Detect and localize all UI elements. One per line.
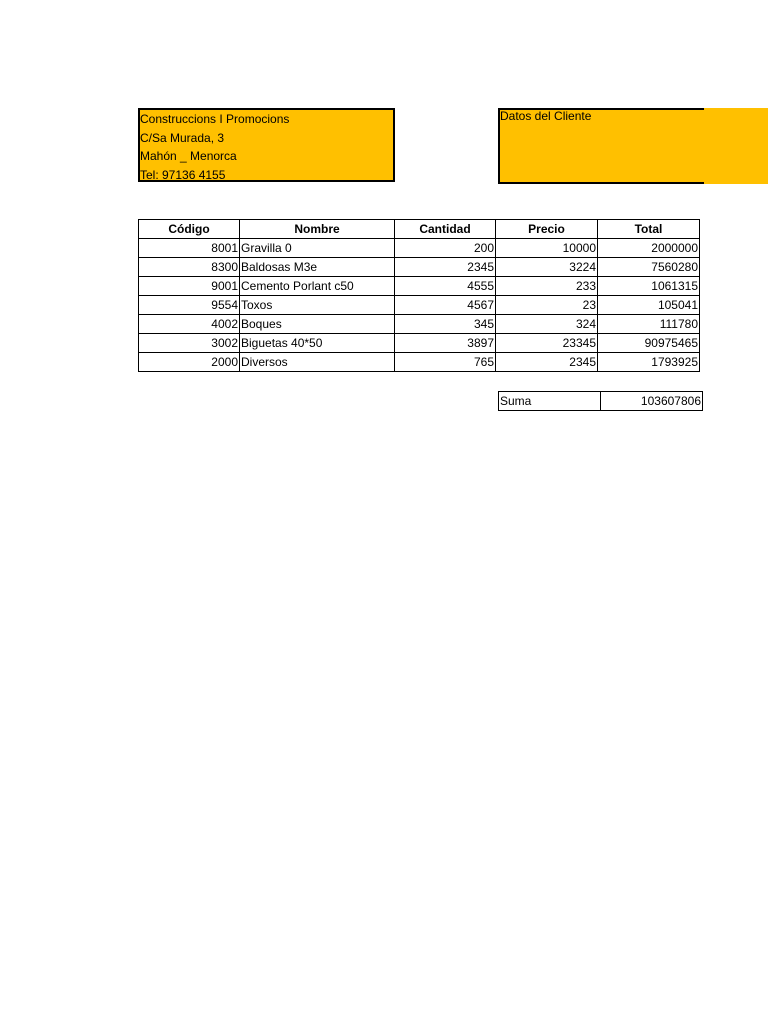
header-codigo: Código bbox=[139, 220, 240, 239]
cell-nombre: Diversos bbox=[240, 353, 395, 372]
cell-codigo: 9554 bbox=[139, 296, 240, 315]
cell-codigo: 8300 bbox=[139, 258, 240, 277]
cell-total: 105041 bbox=[598, 296, 700, 315]
cell-codigo: 8001 bbox=[139, 239, 240, 258]
header-cantidad: Cantidad bbox=[395, 220, 496, 239]
cell-precio: 23345 bbox=[496, 334, 598, 353]
cell-precio: 3224 bbox=[496, 258, 598, 277]
cell-nombre: Baldosas M3e bbox=[240, 258, 395, 277]
cell-precio: 233 bbox=[496, 277, 598, 296]
company-city: Mahón _ Menorca bbox=[140, 149, 237, 163]
company-name: Construccions I Promocions bbox=[140, 112, 290, 126]
cell-cantidad: 2345 bbox=[395, 258, 496, 277]
cell-total: 1793925 bbox=[598, 353, 700, 372]
cell-codigo: 9001 bbox=[139, 277, 240, 296]
summary-label: Suma bbox=[499, 392, 601, 411]
table-row bbox=[139, 258, 700, 277]
cell-nombre: Toxos bbox=[240, 296, 395, 315]
header-precio: Precio bbox=[496, 220, 598, 239]
cell-total: 1061315 bbox=[598, 277, 700, 296]
cell-nombre: Gravilla 0 bbox=[240, 239, 395, 258]
cell-cantidad: 4555 bbox=[395, 277, 496, 296]
cell-nombre: Boques bbox=[240, 315, 395, 334]
table-row bbox=[139, 315, 700, 334]
cell-total: 7560280 bbox=[598, 258, 700, 277]
table-row bbox=[139, 334, 700, 353]
table-row bbox=[139, 277, 700, 296]
cell-precio: 10000 bbox=[496, 239, 598, 258]
cell-cantidad: 345 bbox=[395, 315, 496, 334]
cell-cantidad: 3897 bbox=[395, 334, 496, 353]
items-table bbox=[138, 219, 700, 372]
client-info-title: Datos del Cliente bbox=[500, 109, 592, 123]
summary-table bbox=[498, 391, 703, 411]
header-nombre: Nombre bbox=[240, 220, 395, 239]
table-row bbox=[139, 296, 700, 315]
cell-cantidad: 4567 bbox=[395, 296, 496, 315]
header-total: Total bbox=[598, 220, 700, 239]
cell-nombre: Biguetas 40*50 bbox=[240, 334, 395, 353]
company-phone: Tel: 97136 4155 bbox=[140, 167, 226, 182]
summary-value: 103607806 bbox=[601, 392, 703, 411]
cell-total: 2000000 bbox=[598, 239, 700, 258]
cell-precio: 324 bbox=[496, 315, 598, 334]
cell-codigo: 2000 bbox=[139, 353, 240, 372]
cell-precio: 2345 bbox=[496, 353, 598, 372]
cell-cantidad: 765 bbox=[395, 353, 496, 372]
cell-cantidad: 200 bbox=[395, 239, 496, 258]
company-address: C/Sa Murada, 3 bbox=[140, 130, 225, 145]
company-info-box bbox=[138, 108, 395, 182]
cell-total: 111780 bbox=[598, 315, 700, 334]
summary-row bbox=[499, 392, 703, 411]
cell-nombre: Cemento Porlant c50 bbox=[240, 277, 395, 296]
cell-codigo: 3002 bbox=[139, 334, 240, 353]
table-row bbox=[139, 353, 700, 372]
cell-codigo: 4002 bbox=[139, 315, 240, 334]
table-row bbox=[139, 239, 700, 258]
cell-precio: 23 bbox=[496, 296, 598, 315]
table-header-row bbox=[139, 220, 700, 239]
cell-total: 90975465 bbox=[598, 334, 700, 353]
